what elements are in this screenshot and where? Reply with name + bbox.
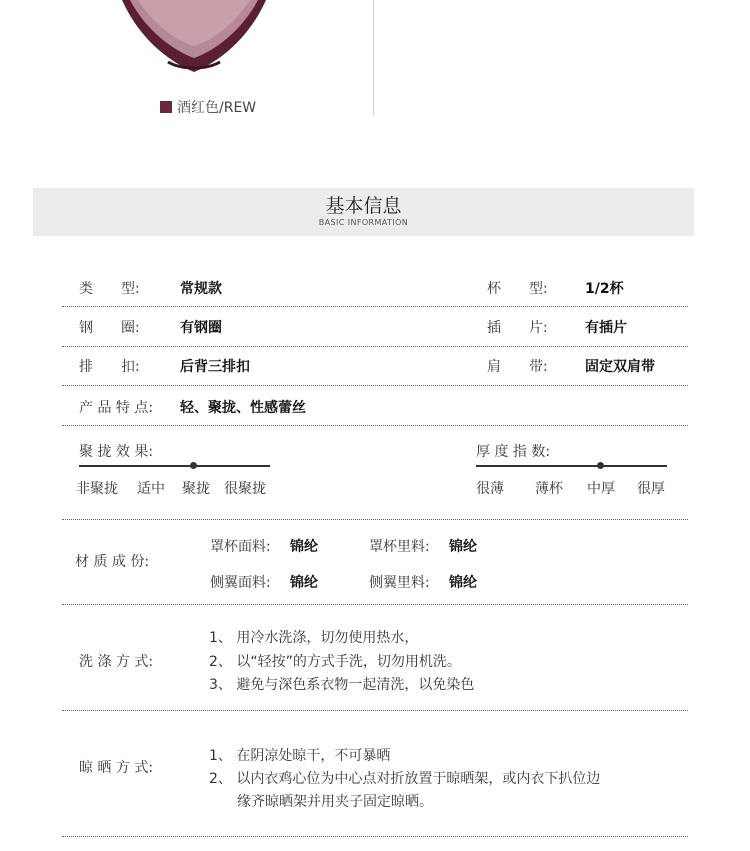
features-value: 轻、聚拢、性感蕾丝 bbox=[180, 400, 306, 416]
hook-value: 后背三排扣 bbox=[180, 359, 250, 375]
washing-item: 1、 用冷水洗涤，切勿使用热水， bbox=[209, 630, 419, 646]
thickness-option: 薄杯 bbox=[535, 481, 563, 497]
insert-label: 插 片: bbox=[487, 320, 548, 336]
push-up-option: 非聚拢 bbox=[76, 481, 118, 497]
wire-label: 钢 圈: bbox=[79, 320, 140, 336]
row-divider bbox=[62, 385, 688, 386]
push-up-option: 聚拢 bbox=[182, 481, 210, 497]
thickness-indicator bbox=[597, 462, 604, 469]
push-up-scale bbox=[79, 465, 270, 467]
cup-outer-label: 罩杯面料: bbox=[210, 539, 271, 555]
thickness-label: 厚 度 指 数: bbox=[476, 444, 551, 460]
row-divider bbox=[62, 604, 688, 605]
push-up-option: 很聚拢 bbox=[224, 481, 266, 497]
section-title: 基本信息 bbox=[325, 195, 402, 217]
cup-inner-value: 锦纶 bbox=[449, 539, 477, 555]
washing-item: 3、 避免与深色系衣物一起清洗，以免染色 bbox=[209, 677, 475, 693]
wing-inner-value: 锦纶 bbox=[449, 575, 477, 591]
features-label: 产 品 特 点: bbox=[79, 400, 154, 416]
section-subtitle: BASIC INFORMATION bbox=[318, 218, 409, 227]
row-divider bbox=[62, 710, 688, 711]
section-header bbox=[33, 188, 694, 236]
color-label: 酒红色/REW bbox=[177, 100, 257, 116]
image-divider bbox=[373, 0, 374, 115]
wing-outer-value: 锦纶 bbox=[290, 575, 318, 591]
wing-inner-label: 侧翼里料: bbox=[369, 575, 430, 591]
thickness-option: 中厚 bbox=[587, 481, 615, 497]
material-label: 材 质 成 份: bbox=[75, 554, 150, 570]
cup-outer-value: 锦纶 bbox=[290, 539, 318, 555]
push-up-indicator bbox=[190, 462, 197, 469]
push-up-label: 聚 拢 效 果: bbox=[79, 444, 154, 460]
drying-item: 缘齐晾晒架并用夹子固定晾晒。 bbox=[209, 794, 433, 810]
row-divider bbox=[62, 519, 688, 520]
drying-item: 1、 在阴凉处晾干，不可暴晒 bbox=[209, 748, 391, 764]
row-divider bbox=[62, 306, 688, 307]
washing-item: 2、 以“轻按”的方式手洗，切勿用机洗。 bbox=[209, 654, 461, 670]
color-swatch bbox=[160, 101, 172, 113]
row-divider bbox=[62, 836, 688, 837]
strap-value: 固定双肩带 bbox=[585, 359, 655, 375]
strap-label: 肩 带: bbox=[487, 359, 548, 375]
wire-value: 有钢圈 bbox=[180, 320, 222, 336]
cup-inner-label: 罩杯里料: bbox=[369, 539, 430, 555]
row-divider bbox=[62, 425, 688, 426]
cup-value: 1/2杯 bbox=[585, 281, 624, 297]
row-divider bbox=[62, 346, 688, 347]
type-label: 类 型: bbox=[79, 281, 140, 297]
wing-outer-label: 侧翼面料: bbox=[210, 575, 271, 591]
drying-label: 晾 晒 方 式: bbox=[79, 760, 154, 776]
drying-item: 2、 以内衣鸡心位为中心点对折放置于晾晒架，或内衣下扒位边 bbox=[209, 771, 601, 787]
product-image bbox=[120, 0, 268, 78]
washing-label: 洗 涤 方 式: bbox=[79, 654, 154, 670]
thickness-option: 很薄 bbox=[476, 481, 504, 497]
push-up-option: 适中 bbox=[137, 481, 165, 497]
thickness-option: 很厚 bbox=[637, 481, 665, 497]
cup-label: 杯 型: bbox=[487, 281, 548, 297]
hook-label: 排 扣: bbox=[79, 359, 140, 375]
type-value: 常规款 bbox=[180, 281, 222, 297]
thickness-scale bbox=[476, 465, 667, 467]
insert-value: 有插片 bbox=[585, 320, 627, 336]
color-option[interactable] bbox=[160, 97, 256, 117]
